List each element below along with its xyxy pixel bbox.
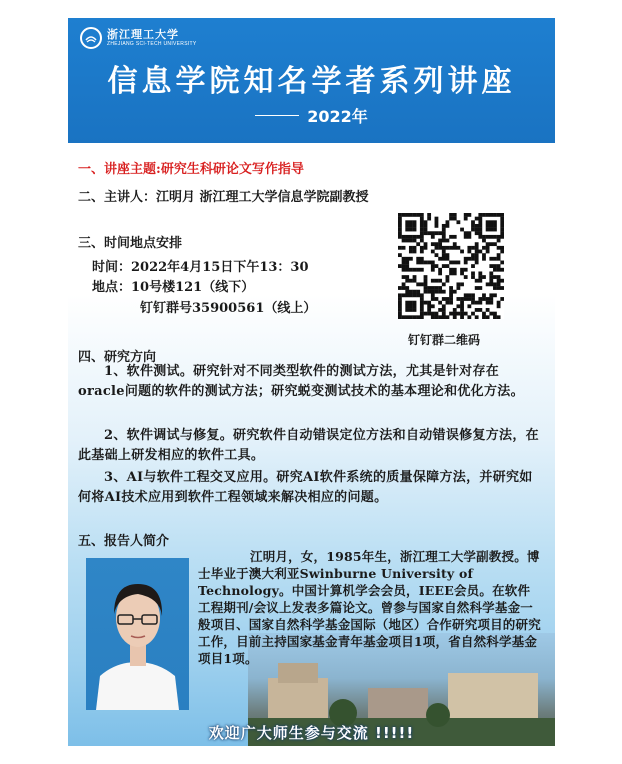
schedule-heading: 三、时间地点安排 xyxy=(78,236,183,251)
year: 2022年 xyxy=(307,107,368,126)
schedule-time: 时间：2022年4月15日下午13：30 xyxy=(92,260,309,275)
speaker-photo xyxy=(86,558,189,710)
research-item-1: 1、软件测试。研究针对不同类型软件的测试方法，尤其是针对存在oracle问题的软件的测试方法；研究蜕变测试技术的基本理论和优化方法。 xyxy=(78,364,524,399)
qr-caption: 钉钉群二维码 xyxy=(408,333,481,347)
speaker-line: 二、主讲人：江明月 浙江理工大学信息学院副教授 xyxy=(78,190,369,205)
year-row xyxy=(68,104,555,127)
research-heading: 四、研究方向 xyxy=(78,350,157,365)
topic-label: 一、讲座主题: xyxy=(78,162,161,177)
university-name-en: ZHEJIANG SCI-TECH UNIVERSITY xyxy=(107,41,197,47)
speaker-bio xyxy=(198,548,541,667)
lecture-poster xyxy=(68,18,555,746)
research-item-2: 2、软件调试与修复。研究软件自动错误定位方法和自动错误修复方法，在此基础上研发相应的软件工具。 xyxy=(78,428,539,463)
reporter-heading: 五、报告人简介 xyxy=(78,534,170,549)
speaker-bio-text: 江明月，女，1985年生，浙江理工大学副教授。博士毕业于澳大利亚Swinburne University of Technology。中国计算机学会会员，IEEE会员。在软件工程期刊/会议上发表多篇论文。曾参与国家自然科学基金一般项目、国家自然科学基金国际（地区）合作研究项目的研究工作，目前主持国家基金青年基金项目1项，省自然科学基金项目1项。 xyxy=(198,549,541,666)
university-seal-icon xyxy=(80,27,102,49)
university-logo xyxy=(80,27,197,49)
research-item-3: 3、AI与软件工程交叉应用。研究AI软件系统的质量保障方法，并研究如何将AI技术应用到软件工程领域来解决相应的问题。 xyxy=(78,470,533,505)
schedule-online: 钉钉群号35900561（线上） xyxy=(140,301,317,316)
welcome-banner: 欢迎广大师生参与交流 !!!!! xyxy=(208,724,415,742)
topic-line xyxy=(78,158,304,177)
topic-value: 研究生科研论文写作指导 xyxy=(160,162,304,177)
year-divider-left xyxy=(255,115,299,116)
schedule-place: 地点：10号楼121（线下） xyxy=(92,280,255,295)
qr-code xyxy=(398,213,504,319)
university-name-cn: 浙江理工大学 xyxy=(107,28,179,41)
poster-header xyxy=(68,18,555,143)
series-title: 信息学院知名学者系列讲座 xyxy=(107,64,516,99)
